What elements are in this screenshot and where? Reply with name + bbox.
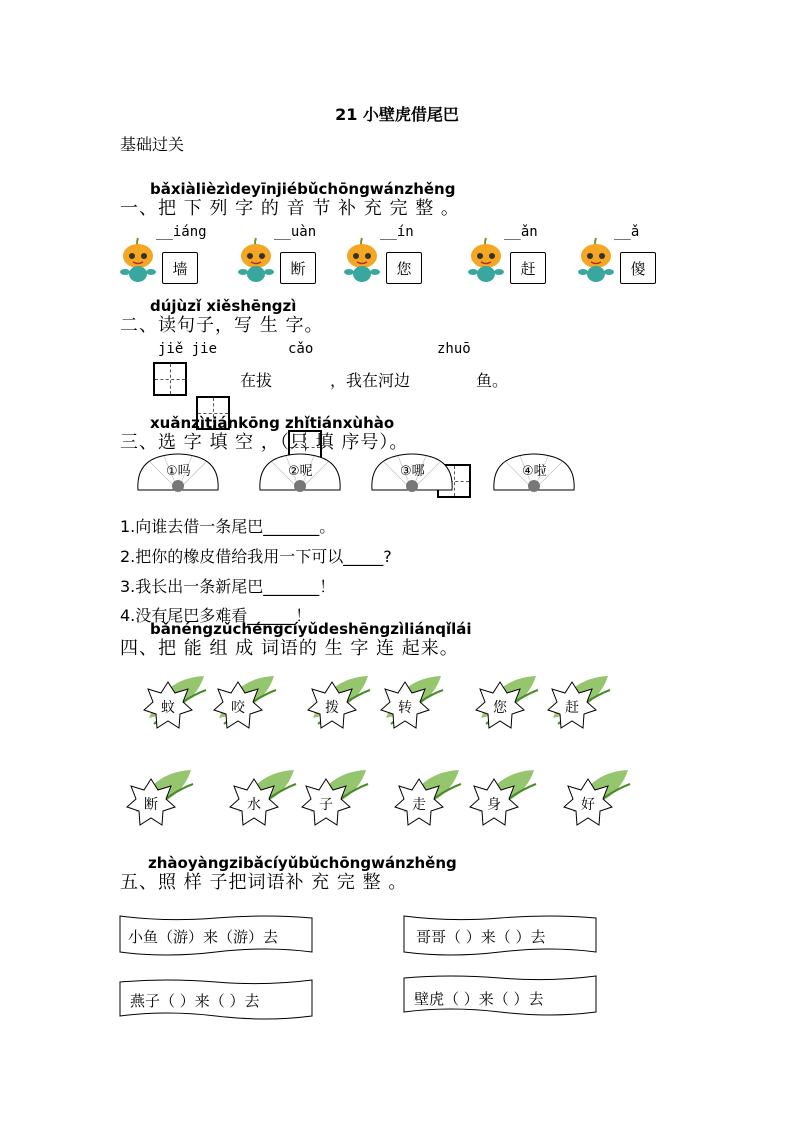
char-star[interactable]: 身 (468, 777, 520, 833)
question-2: 2.把你的橡皮借给我用一下可以_____? (120, 547, 392, 566)
doll-icon (342, 236, 382, 288)
char-star[interactable]: 您 (474, 680, 526, 736)
s2-py-cao: cǎo (288, 341, 314, 357)
banner-1-text: 小鱼（游）来（游）去 (128, 928, 279, 946)
page-title: 21 小壁虎借尾巴 (335, 105, 459, 124)
fan-option[interactable]: ④啦 (492, 452, 576, 498)
char-star[interactable]: 走 (393, 777, 445, 833)
pinyin-blank[interactable]: __iáng (156, 224, 207, 240)
fan-option[interactable]: ①吗 (136, 452, 220, 498)
char-star[interactable]: 拨 (306, 680, 358, 736)
banner-2-text: 哥哥（ ）来（ ）去 (416, 928, 546, 946)
char-star[interactable]: 断 (125, 777, 177, 833)
s5-pinyin: zhàoyàngzibǎcíyǔbǔchōngwánzhěng (148, 854, 457, 872)
doll-icon (576, 236, 616, 288)
char-box: 赶 (510, 252, 546, 284)
s4-heading: 四、把 能 组 成 词语的 生 字 连 起来。 (120, 638, 459, 659)
s2-py-zhuo: zhuō (437, 341, 471, 357)
s2-text-2: ，我在河边 (330, 371, 411, 390)
s2-text-1: 在拔 (240, 371, 273, 390)
char-star[interactable]: 蚊 (142, 680, 194, 736)
s2-heading: 二、读句子，写 生 字。 (120, 315, 324, 336)
s5-heading: 五、照 样 子把词语补 充 完 整 。 (120, 872, 408, 893)
question-3: 3.我长出一条新尾巴_______！ (120, 577, 336, 596)
char-box: 墙 (162, 252, 198, 284)
banner-3-text: 燕子（ ）来（ ）去 (130, 992, 260, 1010)
s2-pinyin: dújùzǐ xiěshēngzì (150, 297, 297, 315)
s3-pinyin: xuǎnzìtiánkōng zhǐtiánxùhào (150, 414, 395, 432)
fan-option[interactable]: ②呢 (258, 452, 342, 498)
char-star[interactable]: 好 (562, 777, 614, 833)
question-1: 1.向谁去借一条尾巴_______。 (120, 517, 336, 536)
char-box: 断 (280, 252, 316, 284)
pinyin-blank[interactable]: __ǎ (614, 224, 640, 240)
s1-heading: 一、把 下 列 字 的 音 节 补 充 完 整 。 (120, 198, 460, 219)
doll-icon (118, 236, 158, 288)
s2-text-3: 鱼。 (476, 371, 509, 390)
fan-option[interactable]: ③哪 (370, 452, 454, 498)
char-star[interactable]: 子 (300, 777, 352, 833)
s3-heading: 三、选 字 填 空 ，（只 填 序号）。 (120, 432, 409, 453)
char-star[interactable]: 转 (379, 680, 431, 736)
char-star[interactable]: 咬 (212, 680, 264, 736)
doll-icon (466, 236, 506, 288)
section-subtitle: 基础过关 (120, 135, 185, 154)
pinyin-blank[interactable]: __ín (380, 224, 414, 240)
doll-icon (236, 236, 276, 288)
banner-4-text: 壁虎（ ）来（ ）去 (414, 990, 544, 1008)
pinyin-blank[interactable]: __uàn (274, 224, 317, 240)
s4-pinyin: bǎnéngzǔchéngcíyǔdeshēngzìliánqǐlái (150, 620, 472, 638)
write-grid[interactable] (153, 362, 187, 396)
question-4: 4.没有尾巴多难看______！ (120, 606, 312, 625)
char-box: 您 (386, 252, 422, 284)
s2-py-jiejie: jiě jie (158, 341, 218, 357)
s1-pinyin: bǎxiàlièzìdeyīnjiébǔchōngwánzhěng (150, 180, 456, 198)
char-box: 傻 (620, 252, 656, 284)
pinyin-blank[interactable]: __ǎn (504, 224, 538, 240)
char-star[interactable]: 赶 (546, 680, 598, 736)
char-star[interactable]: 水 (228, 777, 280, 833)
